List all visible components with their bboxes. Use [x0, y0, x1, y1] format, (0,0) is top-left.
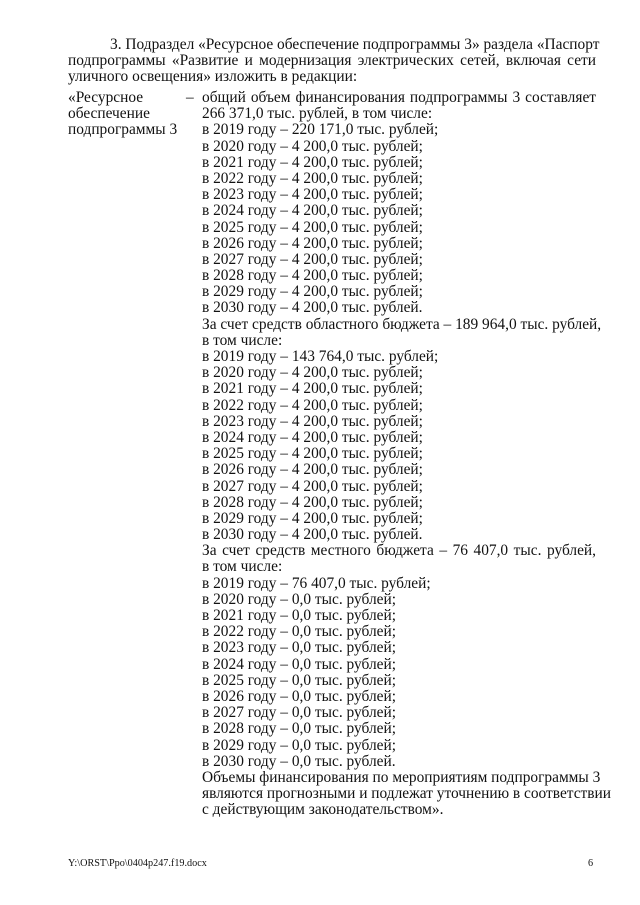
local-year-item: в 2030 году – 0,0 тыс. рублей. — [202, 752, 396, 770]
total-year-item: в 2027 году – 4 200,0 тыс. рублей; — [202, 250, 423, 268]
note-line-3: с действующим законодательством». — [202, 801, 444, 819]
section-label-line-3: подпрограммы 3 — [68, 121, 178, 139]
local-year-item: в 2028 году – 0,0 тыс. рублей; — [202, 720, 396, 738]
regional-year-item: в 2024 году – 4 200,0 тыс. рублей; — [202, 428, 423, 446]
total-year-item: в 2022 году – 4 200,0 тыс. рублей; — [202, 169, 423, 187]
local-year-item: в 2019 году – 76 407,0 тыс. рублей; — [202, 574, 431, 592]
local-year-item: в 2023 году – 0,0 тыс. рублей; — [202, 639, 396, 657]
regional-year-item: в 2030 году – 4 200,0 тыс. рублей. — [202, 526, 423, 544]
regional-year-item: в 2027 году – 4 200,0 тыс. рублей; — [202, 477, 423, 495]
separator-dash: – — [186, 89, 194, 106]
total-year-item: в 2029 году – 4 200,0 тыс. рублей; — [202, 283, 423, 301]
total-year-item: в 2023 году – 4 200,0 тыс. рублей; — [202, 186, 423, 204]
regional-budget-line-1: За счет средств областного бюджета – 189 964,0 тыс. рублей, — [202, 315, 602, 333]
total-year-item: в 2024 году – 4 200,0 тыс. рублей; — [202, 202, 423, 220]
regional-year-item: в 2020 году – 4 200,0 тыс. рублей; — [202, 364, 423, 382]
regional-year-item: в 2023 году – 4 200,0 тыс. рублей; — [202, 412, 423, 430]
regional-year-item: в 2029 году – 4 200,0 тыс. рублей; — [202, 509, 423, 527]
note-line-1: Объемы финансирования по мероприятиям подпрограммы 3 — [202, 768, 601, 786]
regional-year-item: в 2025 году – 4 200,0 тыс. рублей; — [202, 445, 423, 463]
local-year-item: в 2027 году – 0,0 тыс. рублей; — [202, 704, 396, 722]
note-line-2: являются прогнозными и подлежат уточнению в соответствии — [202, 785, 611, 803]
local-year-item: в 2024 году – 0,0 тыс. рублей; — [202, 655, 396, 673]
local-year-item: в 2022 году – 0,0 тыс. рублей; — [202, 623, 396, 641]
funding-content — [202, 89, 611, 819]
total-funding-line-2: 266 371,0 тыс. рублей, в том числе: — [202, 105, 433, 123]
local-budget-line-1: За счет средств местного бюджета – 76 407,0 тыс. рублей, — [202, 542, 596, 560]
section-label — [68, 90, 186, 139]
local-year-item: в 2025 году – 0,0 тыс. рублей; — [202, 671, 396, 689]
local-budget-line-2: в том числе: — [202, 558, 283, 576]
footer-file-path: Y:\ORST\Ppo\0404p247.f19.docx — [68, 858, 207, 869]
regional-year-item: в 2022 году – 4 200,0 тыс. рублей; — [202, 396, 423, 414]
total-year-item: в 2019 году – 220 171,0 тыс. рублей; — [202, 121, 439, 139]
regional-budget-line-2: в том числе: — [202, 331, 283, 349]
regional-year-item: в 2019 году – 143 764,0 тыс. рублей; — [202, 348, 439, 365]
total-year-item: в 2026 году – 4 200,0 тыс. рублей; — [202, 234, 423, 252]
total-year-item: в 2025 году – 4 200,0 тыс. рублей; — [202, 218, 423, 236]
section-label-line-1: «Ресурсное — [68, 89, 144, 106]
regional-year-item: в 2026 году – 4 200,0 тыс. рублей; — [202, 461, 423, 479]
intro-paragraph — [68, 36, 600, 86]
section-label-line-2: обеспечение — [68, 105, 150, 123]
total-year-item: в 2020 году – 4 200,0 тыс. рублей; — [202, 137, 423, 155]
intro-line-2: подпрограммы «Развитие и модернизация электрических сетей, включая сети — [68, 52, 596, 70]
page-number: 6 — [588, 858, 594, 869]
local-year-item: в 2020 году – 0,0 тыс. рублей; — [202, 590, 396, 608]
intro-line-3: уличного освещения» изложить в редакции: — [68, 68, 358, 86]
intro-line-1: 3. Подраздел «Ресурсное обеспечение подпрограммы 3» раздела «Паспорт — [110, 36, 600, 53]
total-year-item: в 2021 году – 4 200,0 тыс. рублей; — [202, 153, 423, 171]
local-year-item: в 2021 году – 0,0 тыс. рублей; — [202, 607, 396, 624]
regional-year-item: в 2021 году – 4 200,0 тыс. рублей; — [202, 380, 423, 398]
regional-year-item: в 2028 году – 4 200,0 тыс. рублей; — [202, 493, 423, 511]
local-year-item: в 2029 году – 0,0 тыс. рублей; — [202, 736, 396, 754]
total-year-item: в 2028 году – 4 200,0 тыс. рублей; — [202, 267, 423, 285]
local-year-item: в 2026 году – 0,0 тыс. рублей; — [202, 687, 396, 705]
total-year-item: в 2030 году – 4 200,0 тыс. рублей. — [202, 299, 423, 317]
total-funding-line-1: общий объем финансирования подпрограммы 3 составляет — [202, 89, 596, 106]
